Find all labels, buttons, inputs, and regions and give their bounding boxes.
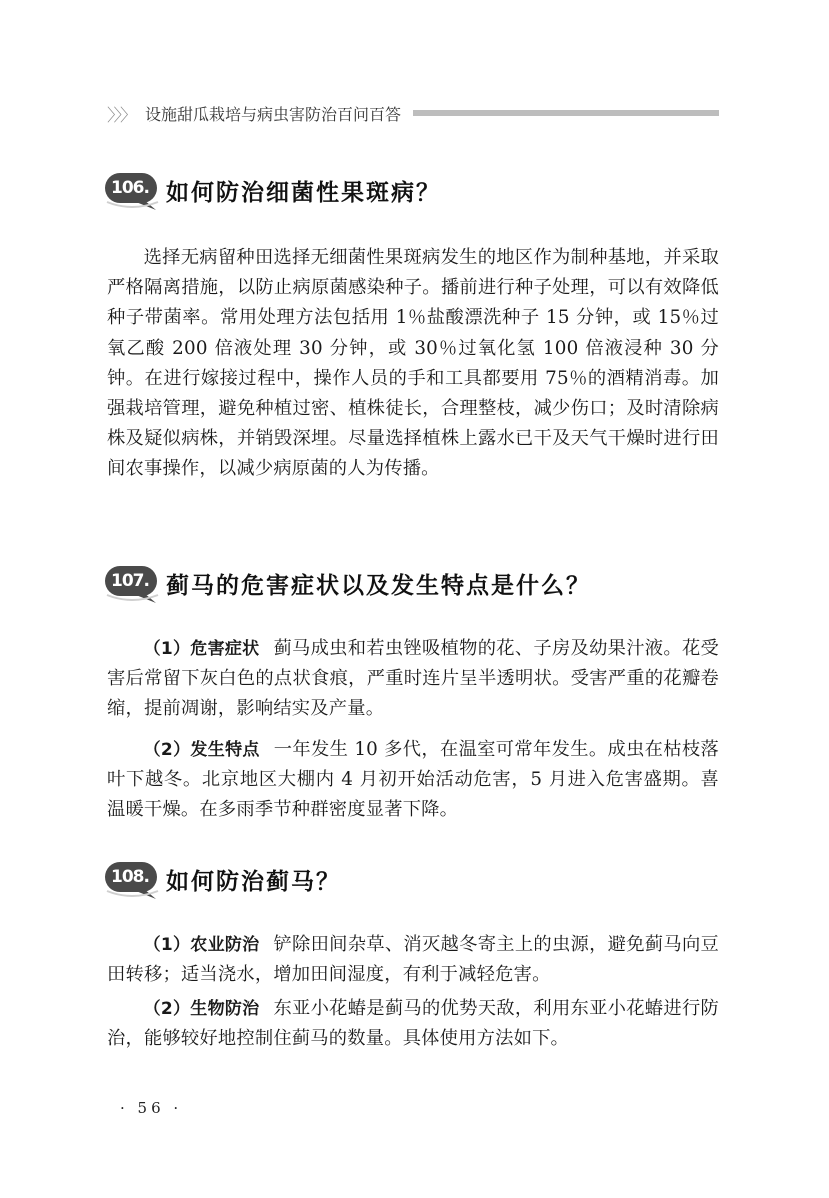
paragraph-lead: （1）危害症状: [143, 639, 260, 659]
question-107-heading: [104, 559, 724, 607]
question-106-heading: [104, 166, 724, 214]
chevrons-icon: 〉〉〉: [107, 105, 135, 126]
question-title: 如何防治细菌性果斑病？: [166, 178, 441, 206]
biological-control-paragraph: [107, 994, 719, 1054]
running-header: [107, 100, 719, 126]
question-number-badge: [104, 172, 160, 208]
question-number-badge: [104, 861, 160, 897]
question-title: 如何防治蓟马？: [166, 867, 341, 895]
header-rule: [413, 110, 719, 116]
paragraph-lead: （2）发生特点: [143, 740, 260, 760]
question-number: 106.: [111, 178, 149, 198]
hazard-symptoms-paragraph: [107, 634, 719, 725]
agricultural-control-paragraph: [107, 930, 719, 990]
occurrence-paragraph: [107, 735, 719, 826]
book-title: 设施甜瓜栽培与病虫害防治百问百答: [145, 104, 402, 124]
paragraph-lead: （1）农业防治: [143, 935, 260, 955]
paragraph-text: 蓟马成虫和若虫锉吸植物的花、子房及幼果汁液。花受害后常留下灰白色的点状食痕，严重时连片呈半透明状。受害严重的花瓣卷缩，提前凋谢，影响结实及产量。: [107, 638, 719, 720]
paragraph-text: 东亚小花蝽是蓟马的优势天敌，利用东亚小花蝽进行防治，能够较好地控制住蓟马的数量。具体使用方法如下。: [107, 998, 719, 1050]
paragraph-text: 一年发生 10 多代，在温室可常年发生。成虫在枯枝落叶下越冬。北京地区大棚内 4 月初开始活动危害，5 月进入危害盛期。喜温暖干燥。在多雨季节种群密度显著下降。: [107, 739, 719, 821]
question-number: 108.: [111, 867, 149, 887]
question-number-badge: [104, 565, 160, 601]
question-108-heading: [104, 855, 724, 903]
page-number: · 56 ·: [120, 1099, 183, 1117]
question-title: 蓟马的危害症状以及发生特点是什么？: [166, 571, 591, 599]
question-number: 107.: [111, 571, 149, 591]
question-106-body: 选择无病留种田选择无细菌性果斑病发生的地区作为制种基地，并采取严格隔离措施，以防止病原菌感染种子。播前进行种子处理，可以有效降低种子带菌率。常用处理方法包括用 1％盐酸漂洗种子 15 分钟，或 15％过氧乙酸 200 倍液处理 30 分钟，或 30％过氧化氢 100 倍液浸种 30 分钟。在进行嫁接过程中，操作人员的手和工具都要用 75％的酒精消毒。加强栽培管理，避免种植过密、植株徒长，合理整枝，减少伤口；及时清除病株及疑似病株，并销毁深埋。尽量选择植株上露水已干及天气干燥时进行田间农事操作，以减少病原菌的人为传播。: [107, 247, 719, 480]
paragraph-lead: （2）生物防治: [143, 999, 260, 1019]
paragraph-text: 铲除田间杂草、消灭越冬寄主上的虫源，避免蓟马向豆田转移；适当浇水，增加田间湿度，有利于减轻危害。: [107, 934, 719, 986]
